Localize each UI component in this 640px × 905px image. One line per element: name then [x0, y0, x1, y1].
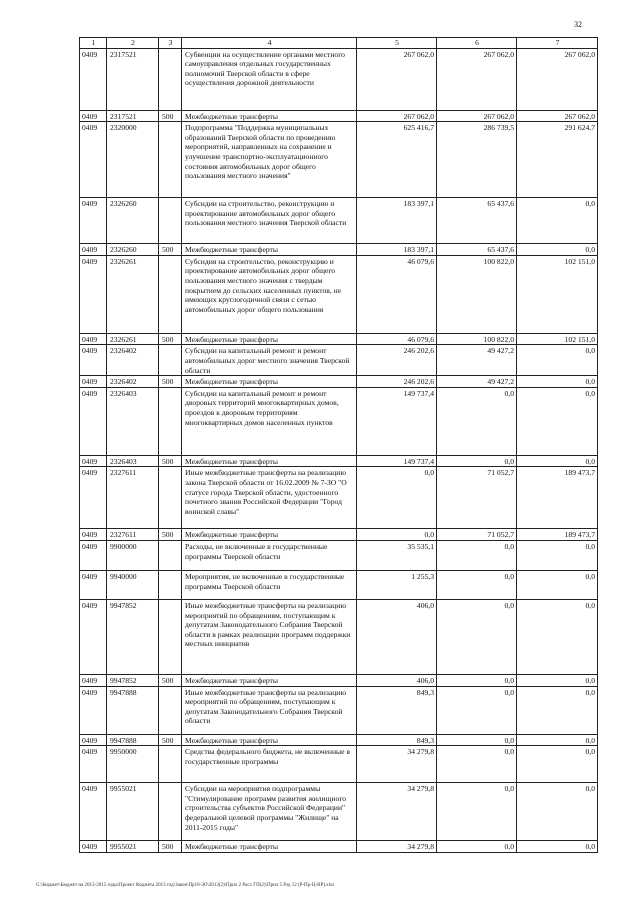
cell-section-code: 0409 [80, 48, 107, 110]
cell-expense-type: 500 [159, 333, 182, 345]
cell-amount-2014: 286 739,5 [437, 122, 517, 198]
cell-section-code: 0409 [80, 345, 107, 376]
cell-target-code: 9947852 [107, 674, 159, 686]
cell-expense-type: 500 [159, 110, 182, 122]
cell-target-code: 2326260 [107, 198, 159, 244]
cell-amount-2014: 0,0 [437, 674, 517, 686]
cell-description: Иные межбюджетные трансферты на реализацию мероприятий по обращениям, поступающим к депутатам Законодательного Собрания Тверской области в рамках реализации программ поддержки местных инициатив [182, 599, 357, 674]
cell-amount-2015: 267 062,0 [517, 110, 598, 122]
cell-section-code: 0409 [80, 455, 107, 467]
cell-description: Межбюджетные трансферты [182, 734, 357, 746]
cell-target-code: 9955021 [107, 783, 159, 841]
cell-amount-2013: 625 416,7 [357, 122, 437, 198]
cell-target-code: 9950000 [107, 746, 159, 783]
cell-amount-2013: 34 279,8 [357, 746, 437, 783]
cell-description: Межбюджетные трансферты [182, 333, 357, 345]
table-row [80, 467, 598, 529]
cell-section-code: 0409 [80, 570, 107, 599]
cell-description: Межбюджетные трансферты [182, 110, 357, 122]
cell-amount-2013: 849,3 [357, 686, 437, 734]
cell-amount-2014: 0,0 [437, 599, 517, 674]
cell-amount-2015: 0,0 [517, 734, 598, 746]
cell-target-code: 2320000 [107, 122, 159, 198]
table-row [80, 333, 598, 345]
cell-amount-2015: 0,0 [517, 540, 598, 570]
cell-amount-2013: 35 535,1 [357, 540, 437, 570]
cell-description: Мероприятия, не включенные в государственные программы Тверской области [182, 570, 357, 599]
table-row [80, 783, 598, 841]
cell-section-code: 0409 [80, 198, 107, 244]
cell-amount-2015: 0,0 [517, 244, 598, 256]
cell-amount-2014: 0,0 [437, 783, 517, 841]
cell-amount-2014: 0,0 [437, 746, 517, 783]
cell-amount-2015: 102 151,0 [517, 255, 598, 333]
cell-description: Подпрограмма "Поддержка муниципальных образований Тверской области по проведению мероприятий, направленных на сохранение и улучшение транспортно-эксплуатационного состояния автомобильных дорог общего пользования местного значения" [182, 122, 357, 198]
cell-target-code: 2327611 [107, 467, 159, 529]
cell-amount-2015: 0,0 [517, 686, 598, 734]
table-row [80, 255, 598, 333]
cell-amount-2014: 100 822,0 [437, 255, 517, 333]
cell-expense-type: 500 [159, 244, 182, 256]
table-row [80, 244, 598, 256]
cell-target-code: 2326261 [107, 255, 159, 333]
cell-amount-2014: 267 062,0 [437, 48, 517, 110]
cell-amount-2015: 0,0 [517, 599, 598, 674]
cell-amount-2013: 0,0 [357, 467, 437, 529]
cell-expense-type [159, 122, 182, 198]
cell-description: Межбюджетные трансферты [182, 376, 357, 388]
cell-target-code: 9900000 [107, 540, 159, 570]
page-number: 32 [574, 20, 582, 29]
table-row [80, 734, 598, 746]
cell-amount-2013: 1 255,3 [357, 570, 437, 599]
cell-description: Межбюджетные трансферты [182, 244, 357, 256]
table-header-row [80, 38, 598, 49]
cell-amount-2014: 100 822,0 [437, 333, 517, 345]
cell-expense-type [159, 570, 182, 599]
cell-amount-2014: 49 427,2 [437, 345, 517, 376]
table-row [80, 110, 598, 122]
cell-amount-2013: 246 202,6 [357, 376, 437, 388]
table-row [80, 345, 598, 376]
cell-description: Межбюджетные трансферты [182, 529, 357, 541]
cell-target-code: 9955021 [107, 841, 159, 853]
cell-expense-type: 500 [159, 734, 182, 746]
cell-section-code: 0409 [80, 746, 107, 783]
cell-target-code: 9947852 [107, 599, 159, 674]
cell-amount-2015: 0,0 [517, 783, 598, 841]
cell-section-code: 0409 [80, 255, 107, 333]
cell-amount-2013: 149 737,4 [357, 455, 437, 467]
column-header: 6 [437, 38, 517, 49]
cell-expense-type [159, 540, 182, 570]
column-header: 7 [517, 38, 598, 49]
cell-description: Расходы, не включенные в государственные программы Тверской области [182, 540, 357, 570]
cell-section-code: 0409 [80, 122, 107, 198]
cell-amount-2014: 0,0 [437, 540, 517, 570]
cell-description: Средства федерального бюджета, не включенные в государственные программы [182, 746, 357, 783]
cell-expense-type: 500 [159, 674, 182, 686]
cell-target-code: 9947888 [107, 734, 159, 746]
cell-section-code: 0409 [80, 599, 107, 674]
table-row [80, 674, 598, 686]
cell-section-code: 0409 [80, 376, 107, 388]
cell-description: Межбюджетные трансферты [182, 455, 357, 467]
cell-amount-2014: 0,0 [437, 734, 517, 746]
cell-section-code: 0409 [80, 841, 107, 853]
cell-target-code: 9940000 [107, 570, 159, 599]
table-row [80, 599, 598, 674]
cell-expense-type: 500 [159, 455, 182, 467]
cell-expense-type [159, 198, 182, 244]
cell-expense-type: 500 [159, 841, 182, 853]
cell-amount-2014: 0,0 [437, 455, 517, 467]
cell-description: Межбюджетные трансферты [182, 674, 357, 686]
cell-amount-2013: 0,0 [357, 529, 437, 541]
cell-amount-2015: 0,0 [517, 345, 598, 376]
cell-amount-2015: 0,0 [517, 376, 598, 388]
cell-expense-type: 500 [159, 376, 182, 388]
cell-amount-2014: 71 052,7 [437, 529, 517, 541]
cell-expense-type: 500 [159, 529, 182, 541]
table-row [80, 198, 598, 244]
table-body [80, 48, 598, 852]
column-header: 2 [107, 38, 159, 49]
cell-amount-2015: 189 473,7 [517, 467, 598, 529]
cell-amount-2013: 183 397,1 [357, 198, 437, 244]
cell-amount-2015: 0,0 [517, 198, 598, 244]
cell-amount-2013: 406,0 [357, 599, 437, 674]
table-row [80, 455, 598, 467]
cell-description: Субсидии на капитальный ремонт и ремонт автомобильных дорог местного значения Тверской области [182, 345, 357, 376]
cell-description: Субсидии на строительство, реконструкцию и проектирование автомобильных дорог общего пользования местного значения Тверской области [182, 198, 357, 244]
cell-expense-type [159, 746, 182, 783]
cell-amount-2014: 65 437,6 [437, 198, 517, 244]
cell-amount-2013: 46 079,6 [357, 255, 437, 333]
cell-amount-2015: 0,0 [517, 387, 598, 455]
cell-amount-2013: 267 062,0 [357, 110, 437, 122]
cell-target-code: 2317521 [107, 48, 159, 110]
cell-amount-2013: 267 062,0 [357, 48, 437, 110]
cell-expense-type [159, 599, 182, 674]
cell-amount-2013: 246 202,6 [357, 345, 437, 376]
table-row [80, 376, 598, 388]
cell-amount-2014: 267 062,0 [437, 110, 517, 122]
cell-description: Субсидия на строительство, реконструкцию и проектирование автомобильных дорог общего пользования местного значения с твердым покрытием до сельских населенных пунктов, не имеющих круглогодичной связи с сетью автомобильных дорог общего пользования [182, 255, 357, 333]
cell-amount-2014: 0,0 [437, 570, 517, 599]
table-row [80, 841, 598, 853]
cell-amount-2015: 0,0 [517, 570, 598, 599]
cell-target-code: 2326403 [107, 455, 159, 467]
cell-amount-2013: 34 279,8 [357, 841, 437, 853]
cell-expense-type [159, 48, 182, 110]
cell-amount-2013: 406,0 [357, 674, 437, 686]
column-header: 5 [357, 38, 437, 49]
cell-section-code: 0409 [80, 387, 107, 455]
cell-section-code: 0409 [80, 686, 107, 734]
table-row [80, 122, 598, 198]
cell-section-code: 0409 [80, 783, 107, 841]
cell-section-code: 0409 [80, 333, 107, 345]
cell-amount-2015: 0,0 [517, 674, 598, 686]
cell-target-code: 2326402 [107, 376, 159, 388]
cell-description: Межбюджетные трансферты [182, 841, 357, 853]
cell-description: Субвенции на осуществление органами местного самоуправления отдельных государственных полномочий Тверской области в сфере осуществления дорожной деятельности [182, 48, 357, 110]
cell-target-code: 2326260 [107, 244, 159, 256]
cell-target-code: 2327611 [107, 529, 159, 541]
column-header: 4 [182, 38, 357, 49]
table-row [80, 529, 598, 541]
cell-section-code: 0409 [80, 540, 107, 570]
column-header: 3 [159, 38, 182, 49]
cell-description: Иные межбюджетные трансферты на реализацию закона Тверской области от 16.02.2009 № 7-ЗО "О статусе города Тверской области, удостоенного почетного звания Российской Федерации "Город воинской славы" [182, 467, 357, 529]
cell-amount-2014: 0,0 [437, 841, 517, 853]
cell-expense-type [159, 783, 182, 841]
cell-amount-2013: 46 079,6 [357, 333, 437, 345]
cell-amount-2014: 65 437,6 [437, 244, 517, 256]
table-row [80, 746, 598, 783]
cell-amount-2015: 267 062,0 [517, 48, 598, 110]
cell-target-code: 9947888 [107, 686, 159, 734]
cell-expense-type [159, 686, 182, 734]
cell-section-code: 0409 [80, 110, 107, 122]
table-row [80, 387, 598, 455]
cell-amount-2015: 189 473,7 [517, 529, 598, 541]
cell-target-code: 2326402 [107, 345, 159, 376]
cell-amount-2015: 291 624,7 [517, 122, 598, 198]
cell-target-code: 2326261 [107, 333, 159, 345]
cell-section-code: 0409 [80, 529, 107, 541]
cell-amount-2014: 0,0 [437, 387, 517, 455]
cell-section-code: 0409 [80, 734, 107, 746]
file-path-footer: G:\Бюджет\Бюджет на 2013-2015 годы\Проект бюджета 2013 год\Закон\Пр10-ЗО\2013(2)\Прил 2 Расх ГП(2)\Прил 5 Рзд 12 (Р-Пр-Ц-ВР).xlsx [36, 883, 335, 888]
cell-expense-type [159, 255, 182, 333]
cell-description: Иные межбюджетные трансферты на реализацию мероприятий по обращениям, поступающим к депутатам Законодательного Собрания Тверской области [182, 686, 357, 734]
cell-expense-type [159, 345, 182, 376]
cell-target-code: 2317521 [107, 110, 159, 122]
cell-amount-2015: 0,0 [517, 455, 598, 467]
cell-amount-2015: 0,0 [517, 841, 598, 853]
cell-expense-type [159, 387, 182, 455]
cell-expense-type [159, 467, 182, 529]
cell-amount-2015: 0,0 [517, 746, 598, 783]
table-row [80, 570, 598, 599]
cell-amount-2014: 0,0 [437, 686, 517, 734]
cell-section-code: 0409 [80, 244, 107, 256]
table-row [80, 48, 598, 110]
cell-amount-2014: 71 052,7 [437, 467, 517, 529]
cell-description: Субсидии на мероприятия подпрограммы "Стимулирование программ развития жилищного строительства субъектов Российской Федерации" федеральной целевой программы "Жилище" на 2011-2015 годы" [182, 783, 357, 841]
column-header: 1 [80, 38, 107, 49]
table-row [80, 540, 598, 570]
budget-table [79, 37, 598, 853]
table-row [80, 686, 598, 734]
cell-amount-2013: 183 397,1 [357, 244, 437, 256]
cell-amount-2013: 34 279,8 [357, 783, 437, 841]
cell-amount-2014: 49 427,2 [437, 376, 517, 388]
cell-amount-2013: 849,3 [357, 734, 437, 746]
cell-section-code: 0409 [80, 467, 107, 529]
cell-amount-2013: 149 737,4 [357, 387, 437, 455]
cell-section-code: 0409 [80, 674, 107, 686]
cell-target-code: 2326403 [107, 387, 159, 455]
cell-description: Субсидии на капитальный ремонт и ремонт дворовых территорий многоквартирных домов, проездов к дворовым территориям многоквартирных домов населенных пунктов [182, 387, 357, 455]
cell-amount-2015: 102 151,0 [517, 333, 598, 345]
